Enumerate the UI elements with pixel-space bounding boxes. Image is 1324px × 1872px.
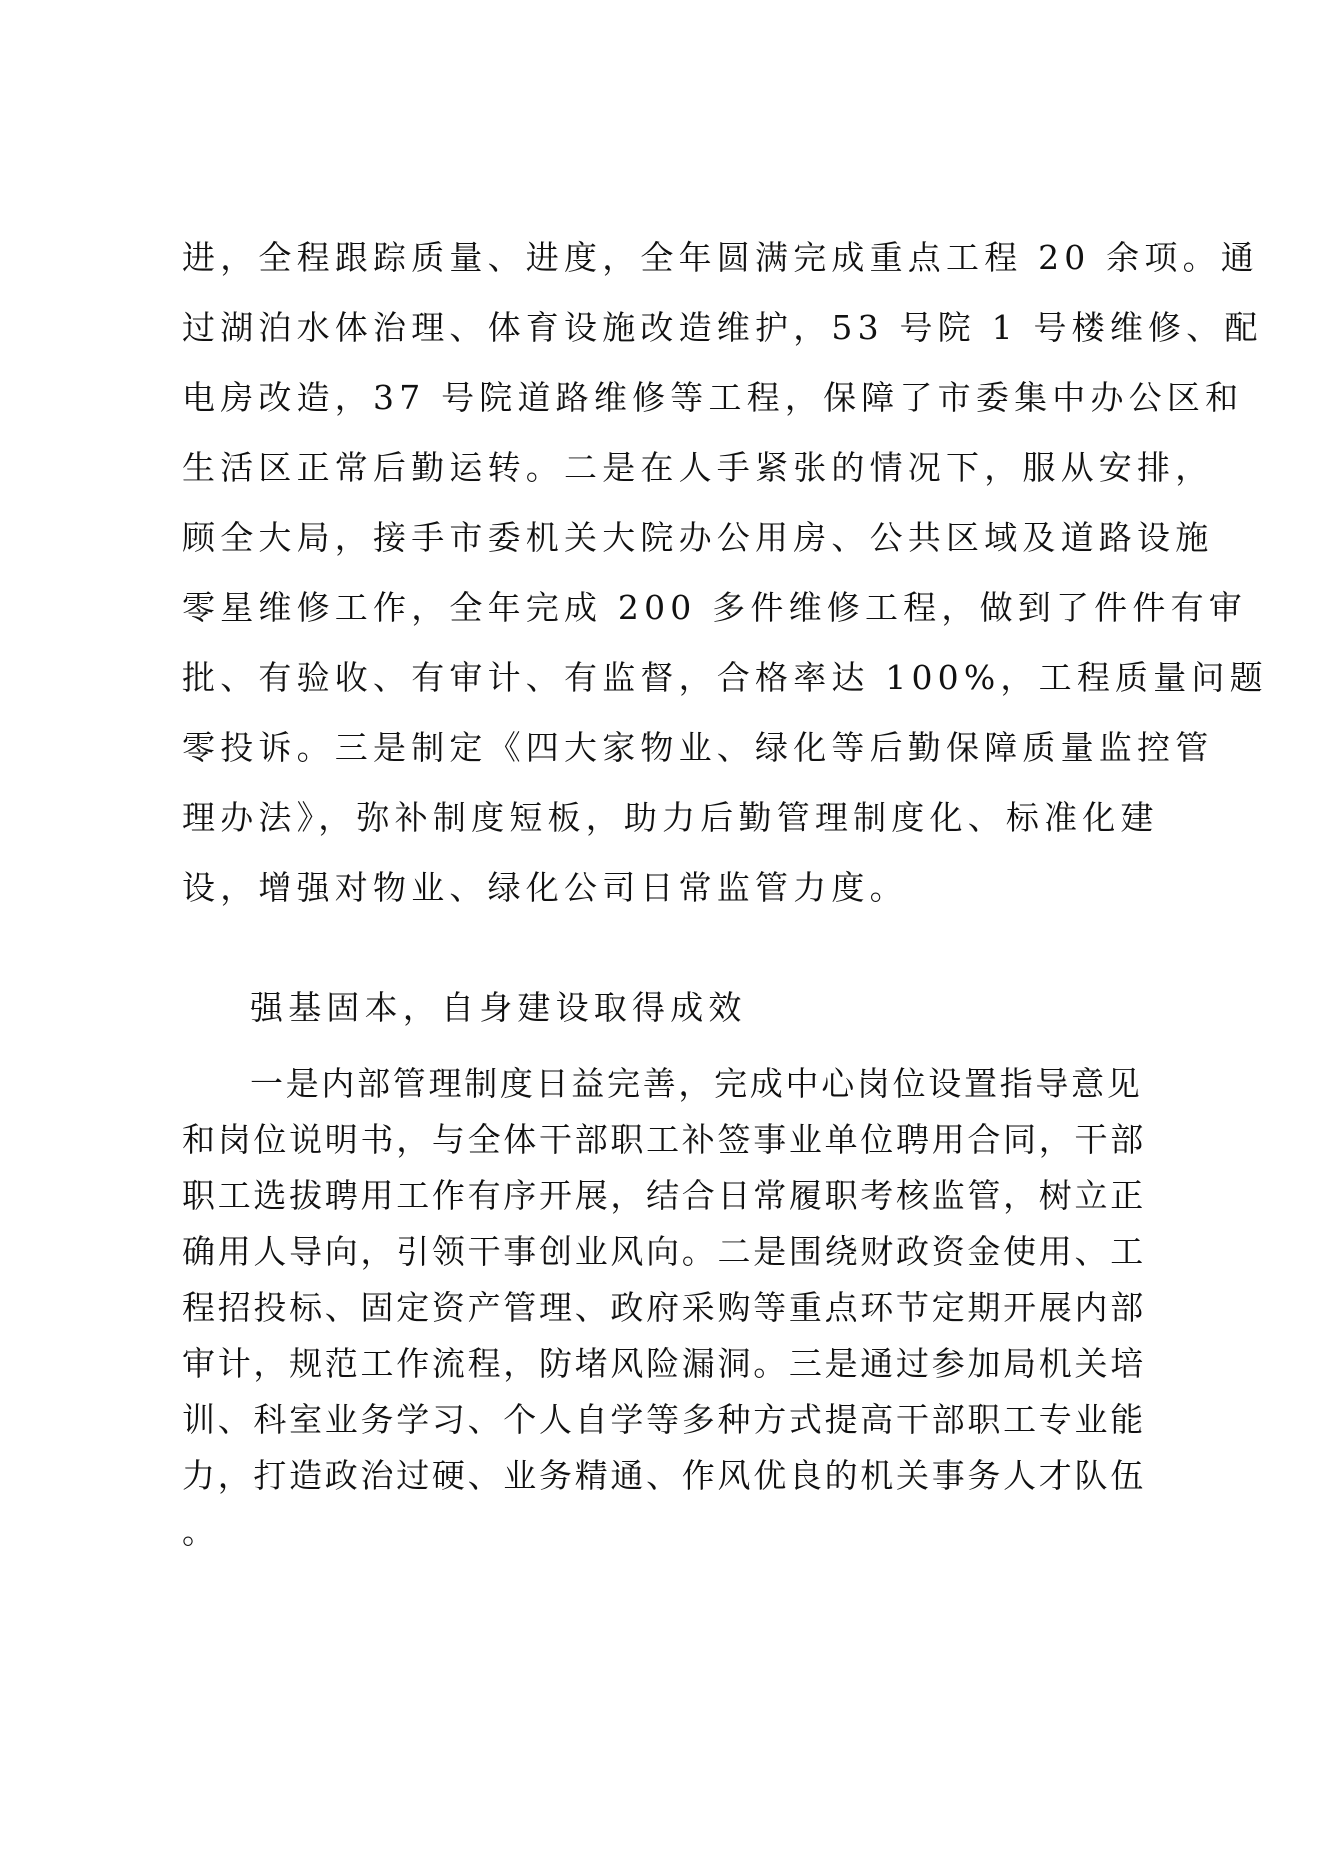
- paragraph-line: 顾全大局，接手市委机关大院办公用房、公共区域及道路设施: [182, 518, 1214, 557]
- paragraph-line: 和岗位说明书，与全体干部职工补签事业单位聘用合同，干部: [182, 1120, 1146, 1159]
- paragraph-line: 确用人导向，引领干事创业风向。二是围绕财政资金使用、工: [182, 1232, 1146, 1271]
- paragraph-line: 一是内部管理制度日益完善，完成中心岗位设置指导意见: [250, 1064, 1143, 1103]
- paragraph-line: 批、有验收、有审计、有监督，合格率达 100%，工程质量问题: [182, 658, 1268, 697]
- paragraph-line: 进，全程跟踪质量、进度，全年圆满完成重点工程 20 余项。通: [182, 238, 1259, 277]
- paragraph-line: 力，打造政治过硬、业务精通、作风优良的机关事务人才队伍: [182, 1456, 1146, 1495]
- paragraph-line: 。: [182, 1512, 218, 1551]
- paragraph-line: 零星维修工作，全年完成 200 多件维修工程，做到了件件有审: [182, 588, 1247, 627]
- paragraph-line: 设，增强对物业、绿化公司日常监管力度。: [182, 868, 908, 907]
- paragraph-line: 程招投标、固定资产管理、政府采购等重点环节定期开展内部: [182, 1288, 1146, 1327]
- paragraph-line: 理办法》，弥补制度短板，助力后勤管理制度化、标准化建: [182, 798, 1159, 837]
- paragraph-line: 电房改造，37 号院道路维修等工程，保障了市委集中办公区和: [182, 378, 1244, 417]
- paragraph-line: 生活区正常后勤运转。二是在人手紧张的情况下，服从安排，: [182, 448, 1214, 487]
- paragraph-line: 训、科室业务学习、个人自学等多种方式提高干部职工专业能: [182, 1400, 1146, 1439]
- paragraph-line: 审计，规范工作流程，防堵风险漏洞。三是通过参加局机关培: [182, 1344, 1146, 1383]
- section-heading: 强基固本，自身建设取得成效: [250, 988, 747, 1027]
- paragraph-line: 过湖泊水体治理、体育设施改造维护，53 号院 1 号楼维修、配: [182, 308, 1263, 347]
- paragraph-line: 职工选拔聘用工作有序开展，结合日常履职考核监管，树立正: [182, 1176, 1146, 1215]
- paragraph-line: 零投诉。三是制定《四大家物业、绿化等后勤保障质量监控管: [182, 728, 1214, 767]
